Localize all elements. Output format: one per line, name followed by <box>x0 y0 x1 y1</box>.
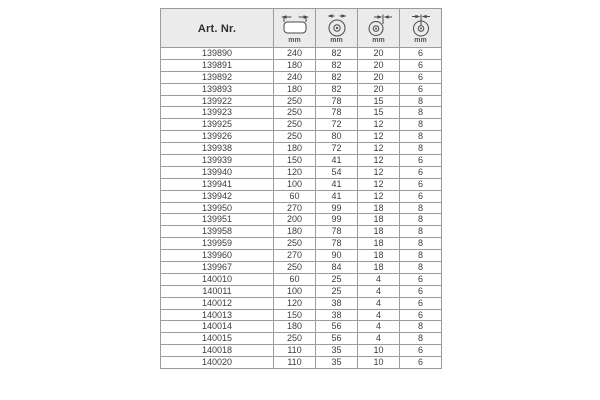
value-cell: 110 <box>274 357 316 369</box>
value-cell: 8 <box>400 214 442 226</box>
value-cell: 41 <box>316 190 358 202</box>
value-cell: 12 <box>358 155 400 167</box>
value-cell: 38 <box>316 297 358 309</box>
value-cell: 6 <box>400 273 442 285</box>
table-row <box>161 59 442 71</box>
table-row <box>161 202 442 214</box>
value-cell: 35 <box>316 345 358 357</box>
table-row <box>161 238 442 250</box>
value-cell: 180 <box>274 59 316 71</box>
value-cell: 8 <box>400 131 442 143</box>
value-cell: 12 <box>358 190 400 202</box>
art-nr-cell: 140011 <box>161 285 274 297</box>
value-cell: 6 <box>400 357 442 369</box>
value-cell: 12 <box>358 178 400 190</box>
table-row <box>161 131 442 143</box>
table-header <box>161 9 442 48</box>
value-cell: 41 <box>316 178 358 190</box>
art-nr-cell: 140020 <box>161 357 274 369</box>
unit-label: mm <box>330 37 343 44</box>
value-cell: 18 <box>358 202 400 214</box>
value-cell: 120 <box>274 297 316 309</box>
value-cell: 6 <box>400 178 442 190</box>
value-cell: 8 <box>400 95 442 107</box>
value-cell: 25 <box>316 273 358 285</box>
value-cell: 12 <box>358 131 400 143</box>
value-cell: 6 <box>400 285 442 297</box>
roller-width-icon <box>279 12 311 37</box>
value-cell: 35 <box>316 357 358 369</box>
art-nr-cell: 139890 <box>161 48 274 60</box>
value-cell: 6 <box>400 155 442 167</box>
art-nr-cell: 139960 <box>161 250 274 262</box>
value-cell: 8 <box>400 321 442 333</box>
spec-table <box>160 8 442 369</box>
value-cell: 20 <box>358 83 400 95</box>
value-cell: 84 <box>316 262 358 274</box>
table-row <box>161 119 442 131</box>
art-nr-label: Art. Nr. <box>197 23 237 35</box>
column-header-width <box>274 9 316 48</box>
art-nr-cell: 139951 <box>161 214 274 226</box>
value-cell: 60 <box>274 273 316 285</box>
value-cell: 4 <box>358 297 400 309</box>
value-cell: 18 <box>358 250 400 262</box>
value-cell: 8 <box>400 333 442 345</box>
table-row <box>161 262 442 274</box>
value-cell: 15 <box>358 107 400 119</box>
unit-label: mm <box>372 37 385 44</box>
table-row <box>161 309 442 321</box>
table-row <box>161 357 442 369</box>
value-cell: 12 <box>358 119 400 131</box>
value-cell: 240 <box>274 71 316 83</box>
value-cell: 8 <box>400 107 442 119</box>
value-cell: 6 <box>400 71 442 83</box>
value-cell: 99 <box>316 214 358 226</box>
table-row <box>161 178 442 190</box>
art-nr-cell: 139893 <box>161 83 274 95</box>
value-cell: 18 <box>358 262 400 274</box>
value-cell: 25 <box>316 285 358 297</box>
value-cell: 56 <box>316 333 358 345</box>
art-nr-cell: 139942 <box>161 190 274 202</box>
value-cell: 4 <box>358 321 400 333</box>
value-cell: 8 <box>400 250 442 262</box>
value-cell: 8 <box>400 238 442 250</box>
value-cell: 250 <box>274 333 316 345</box>
art-nr-cell: 139891 <box>161 59 274 71</box>
value-cell: 8 <box>400 119 442 131</box>
value-cell: 10 <box>358 357 400 369</box>
value-cell: 12 <box>358 143 400 155</box>
value-cell: 10 <box>358 345 400 357</box>
value-cell: 54 <box>316 166 358 178</box>
value-cell: 18 <box>358 238 400 250</box>
value-cell: 6 <box>400 297 442 309</box>
value-cell: 8 <box>400 262 442 274</box>
art-nr-cell: 139967 <box>161 262 274 274</box>
table-row <box>161 345 442 357</box>
value-cell: 240 <box>274 48 316 60</box>
value-cell: 6 <box>400 309 442 321</box>
art-nr-cell: 139925 <box>161 119 274 131</box>
value-cell: 250 <box>274 107 316 119</box>
hub-width-icon <box>363 12 395 37</box>
value-cell: 8 <box>400 143 442 155</box>
value-cell: 250 <box>274 119 316 131</box>
art-nr-cell: 139940 <box>161 166 274 178</box>
value-cell: 180 <box>274 321 316 333</box>
table-row <box>161 155 442 167</box>
value-cell: 100 <box>274 178 316 190</box>
table-row <box>161 321 442 333</box>
column-header-hub-width <box>358 9 400 48</box>
value-cell: 250 <box>274 262 316 274</box>
value-cell: 250 <box>274 95 316 107</box>
table-row <box>161 285 442 297</box>
value-cell: 18 <box>358 226 400 238</box>
value-cell: 6 <box>400 345 442 357</box>
art-nr-cell: 139923 <box>161 107 274 119</box>
value-cell: 100 <box>274 285 316 297</box>
value-cell: 78 <box>316 107 358 119</box>
value-cell: 18 <box>358 214 400 226</box>
value-cell: 250 <box>274 238 316 250</box>
value-cell: 180 <box>274 143 316 155</box>
column-header-bore-diameter <box>400 9 442 48</box>
value-cell: 78 <box>316 226 358 238</box>
unit-label: mm <box>414 37 427 44</box>
column-header-art-nr <box>161 9 274 48</box>
table-row <box>161 250 442 262</box>
art-nr-cell: 140012 <box>161 297 274 309</box>
value-cell: 150 <box>274 309 316 321</box>
table-row <box>161 95 442 107</box>
art-nr-cell: 140010 <box>161 273 274 285</box>
value-cell: 4 <box>358 285 400 297</box>
value-cell: 60 <box>274 190 316 202</box>
header-row <box>161 9 442 48</box>
value-cell: 150 <box>274 155 316 167</box>
value-cell: 270 <box>274 202 316 214</box>
table-row <box>161 143 442 155</box>
value-cell: 78 <box>316 238 358 250</box>
value-cell: 20 <box>358 48 400 60</box>
column-header-wheel-diameter <box>316 9 358 48</box>
value-cell: 90 <box>316 250 358 262</box>
value-cell: 12 <box>358 166 400 178</box>
table-row <box>161 297 442 309</box>
art-nr-cell: 139939 <box>161 155 274 167</box>
art-nr-cell: 139958 <box>161 226 274 238</box>
value-cell: 72 <box>316 143 358 155</box>
table-row <box>161 190 442 202</box>
table-row <box>161 226 442 238</box>
value-cell: 4 <box>358 273 400 285</box>
value-cell: 110 <box>274 345 316 357</box>
table-row <box>161 333 442 345</box>
art-nr-cell: 139892 <box>161 71 274 83</box>
value-cell: 56 <box>316 321 358 333</box>
value-cell: 82 <box>316 83 358 95</box>
table-body <box>161 48 442 369</box>
value-cell: 120 <box>274 166 316 178</box>
value-cell: 41 <box>316 155 358 167</box>
art-nr-cell: 140015 <box>161 333 274 345</box>
art-nr-cell: 139938 <box>161 143 274 155</box>
table-row <box>161 107 442 119</box>
value-cell: 82 <box>316 48 358 60</box>
value-cell: 6 <box>400 48 442 60</box>
table-row <box>161 273 442 285</box>
value-cell: 82 <box>316 59 358 71</box>
value-cell: 180 <box>274 226 316 238</box>
value-cell: 8 <box>400 226 442 238</box>
value-cell: 8 <box>400 202 442 214</box>
value-cell: 6 <box>400 59 442 71</box>
value-cell: 78 <box>316 95 358 107</box>
art-nr-cell: 140018 <box>161 345 274 357</box>
table-row <box>161 48 442 60</box>
value-cell: 82 <box>316 71 358 83</box>
table-row <box>161 166 442 178</box>
value-cell: 4 <box>358 333 400 345</box>
value-cell: 6 <box>400 83 442 95</box>
wheel-outer-diameter-icon <box>321 12 353 37</box>
table-row <box>161 214 442 226</box>
art-nr-cell: 140014 <box>161 321 274 333</box>
table-row <box>161 71 442 83</box>
value-cell: 4 <box>358 309 400 321</box>
value-cell: 200 <box>274 214 316 226</box>
art-nr-cell: 139950 <box>161 202 274 214</box>
value-cell: 99 <box>316 202 358 214</box>
value-cell: 72 <box>316 119 358 131</box>
value-cell: 15 <box>358 95 400 107</box>
art-nr-cell: 139926 <box>161 131 274 143</box>
value-cell: 270 <box>274 250 316 262</box>
value-cell: 6 <box>400 190 442 202</box>
axle-bore-diameter-icon <box>405 12 437 37</box>
art-nr-cell: 139959 <box>161 238 274 250</box>
unit-label: mm <box>288 37 301 44</box>
art-nr-cell: 139922 <box>161 95 274 107</box>
value-cell: 20 <box>358 71 400 83</box>
value-cell: 6 <box>400 166 442 178</box>
table-row <box>161 83 442 95</box>
value-cell: 180 <box>274 83 316 95</box>
value-cell: 80 <box>316 131 358 143</box>
art-nr-cell: 139941 <box>161 178 274 190</box>
art-nr-cell: 140013 <box>161 309 274 321</box>
value-cell: 20 <box>358 59 400 71</box>
value-cell: 38 <box>316 309 358 321</box>
value-cell: 250 <box>274 131 316 143</box>
